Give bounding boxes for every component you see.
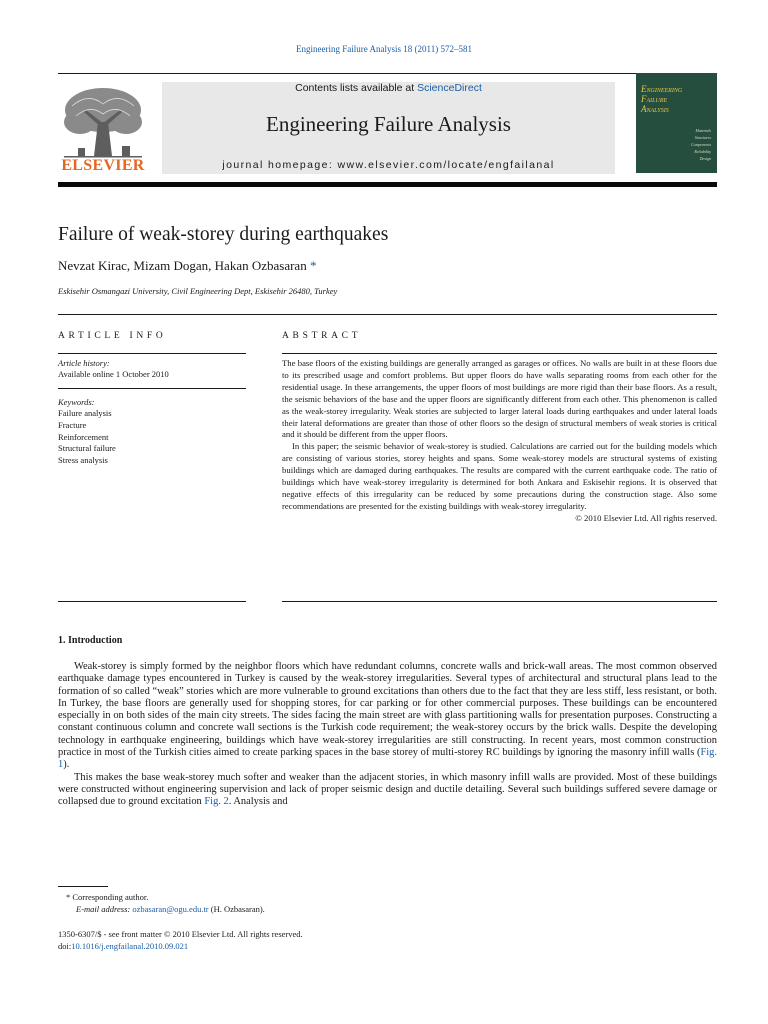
article-history-heading: Article history:: [58, 358, 110, 368]
introduction-heading: 1. Introduction: [58, 635, 123, 646]
figure-2-link[interactable]: Fig. 2: [204, 796, 229, 808]
header-top-rule: [58, 73, 717, 74]
introduction-paragraph: [58, 661, 717, 772]
cover-title-line: Engineering: [641, 84, 683, 94]
footnote-line: [66, 903, 265, 915]
figure-1-link[interactable]: Fig. 1: [58, 747, 717, 771]
journal-homepage-line: [162, 159, 615, 171]
contents-prefix: Contents lists available at: [295, 82, 418, 94]
cover-title: [641, 84, 682, 114]
author-email-link[interactable]: ozbasaran@ogu.edu.tr: [132, 904, 209, 914]
abstract-bottom-rule: [282, 601, 717, 602]
keywords-heading: Keywords:: [58, 397, 95, 407]
doi-link[interactable]: 10.1016/j.engfailanal.2010.09.021: [71, 940, 189, 951]
keyword-item: Reinforcement: [58, 431, 109, 442]
publisher-wordmark: ELSEVIER: [61, 157, 145, 174]
email-label: E-mail address:: [76, 904, 131, 914]
section-rule: [58, 314, 717, 315]
introduction-paragraph: [58, 772, 717, 809]
author-list: [58, 258, 316, 274]
author-names: Nevzat Kirac, Mizam Dogan, Hakan Ozbasaran: [58, 258, 307, 273]
paragraph-text: . Analysis and: [228, 796, 288, 808]
introduction-body: [58, 661, 717, 809]
keyword-list: [58, 408, 116, 467]
cover-topic: Materials: [695, 128, 711, 133]
abstract-paragraph: In this paper; the seismic behavior of weak-storey is studied. Calculations are carried out for the building models which are consisting of various stories, storey heights and spans. Some weak-storey models are structural systems of existing buildings which are damaged during earthquakes. The results are compared with the current earthquake code. The ratio of buildings which have weak-storey irregularity is determined for both Ankara and Eskisehir regions. It is observed that negative effects of this irregularity can be reduced by some precautions during the construction stage. Also some recommendations are presented for the existing buildings with weak-storey irregularity.: [282, 441, 717, 511]
cover-topics: [691, 127, 711, 162]
keyword-item: Fracture: [58, 419, 87, 430]
cover-topic: Components: [691, 142, 711, 147]
paragraph-text: This makes the base weak-storey much softer and weaker than the adjacent stories, in which masonry infill walls are provided. Most of these buildings were constructed without engineering supervision and lack of proper seismic design and ductile detailing. Several such buildings suffered severe damage or collapsed due to ground excitation: [58, 771, 717, 808]
issn-line: 1350-6307/$ - see front matter © 2010 Elsevier Ltd. All rights reserved.: [58, 929, 303, 939]
cover-topic: Structures: [694, 135, 711, 140]
article-history-value: Available online 1 October 2010: [58, 369, 169, 379]
article-info-rule: [58, 353, 246, 354]
sciencedirect-link[interactable]: ScienceDirect: [417, 82, 482, 94]
abstract-copyright: © 2010 Elsevier Ltd. All rights reserved.: [575, 512, 717, 523]
cover-topic: Design: [699, 156, 711, 161]
cover-title-line: Analysis: [641, 104, 669, 114]
abstract-paragraph: The base floors of the existing buildings are generally arranged as garages or offices. No walls are built in at these floors due to its prescribed usage and comfort problems. But upper floors do have walls separating rooms from each other for the residential usage. In these arrangements, the upper floors of most buildings are more rigid than their base floors. As a result, the seismic behaviors of the base and the upper floors are significantly different from each other. This phenomenon is called as the weak-storey irregularity. Weak stories are subjected to larger lateral loads during earthquakes and under lateral loads their lateral deformations are greater than those of other floors so the design of structural members of weak stories is critical and it should be different from the upper floors.: [282, 358, 717, 440]
journal-cover-thumbnail: [636, 73, 717, 173]
keyword-item: Failure analysis: [58, 408, 112, 418]
journal-header-band: [162, 82, 615, 174]
footnote-rule: [58, 886, 108, 887]
homepage-prefix: journal homepage:: [222, 159, 338, 171]
doi-line: [58, 941, 303, 953]
keywords-rule: [58, 388, 246, 389]
keyword-item: Stress analysis: [58, 455, 108, 466]
article-title: Failure of weak-storey during earthquakes: [58, 224, 389, 245]
footnote-corresponding: Corresponding author.: [72, 892, 149, 902]
abstract-rule: [282, 353, 717, 354]
header-heavy-rule: [58, 182, 717, 187]
front-matter: [58, 929, 303, 952]
journal-title: Engineering Failure Analysis: [266, 112, 511, 136]
footnote-line: [66, 891, 265, 903]
footnote-mark: *: [66, 892, 71, 902]
email-suffix: (H. Ozbasaran).: [208, 904, 265, 914]
homepage-url-link[interactable]: www.elsevier.com/locate/engfailanal: [337, 159, 555, 171]
journal-citation[interactable]: Engineering Failure Analysis 18 (2011) 572–581: [296, 44, 472, 54]
keyword-item: Structural failure: [58, 443, 116, 454]
corresponding-author-mark[interactable]: *: [309, 258, 317, 273]
cover-topic: Reliability: [694, 149, 711, 154]
paragraph-text: Weak-storey is simply formed by the neighbor floors which have redundant columns, concrete walls and brick-wall areas. The most common observed earthquake damage types encountered in Turkey is caused by the weak-storey irregularities. Several types of architectural and structural plans lead to the formation of so called “weak” stories which are more vulnerable to ground excitations than others due to the fact that they are less stiff, less resistant, or both. In Turkey, the base floors are generally used for shopping stores, for car parking or for other commercial purposes. These buildings can be encountered especially in on both sides of the main city streets. The sides facing the main street are with glass partitioning walls for presentation purposes. Constructing a constant continuous column and concrete wall sections is the Turkish code requirement; the weak-storey occurs by the brick walls. Despite the developing technology in earthquake engineering, buildings which have weak-storey irregularities are still constructing. In recent years, most common construction practice in most of the Turkish cities aimed to create parking spaces in the base storey of multi-storey RC buildings by ignoring the masonry infill walls (: [58, 661, 717, 759]
article-info-label: ARTICLE INFO: [58, 331, 167, 341]
abstract-body: [282, 358, 717, 525]
corresponding-author-footnote: [66, 891, 265, 915]
cover-title-line: Failure: [641, 94, 668, 104]
doi-prefix: doi:: [58, 940, 72, 951]
article-info-bottom-rule: [58, 601, 246, 602]
contents-availability-line: [162, 82, 615, 94]
paragraph-text: ).: [63, 759, 70, 771]
author-affiliation: Eskisehir Osmangazi University, Civil Engineering Dept, Eskisehir 26480, Turkey: [58, 286, 338, 296]
abstract-label: ABSTRACT: [282, 331, 362, 341]
